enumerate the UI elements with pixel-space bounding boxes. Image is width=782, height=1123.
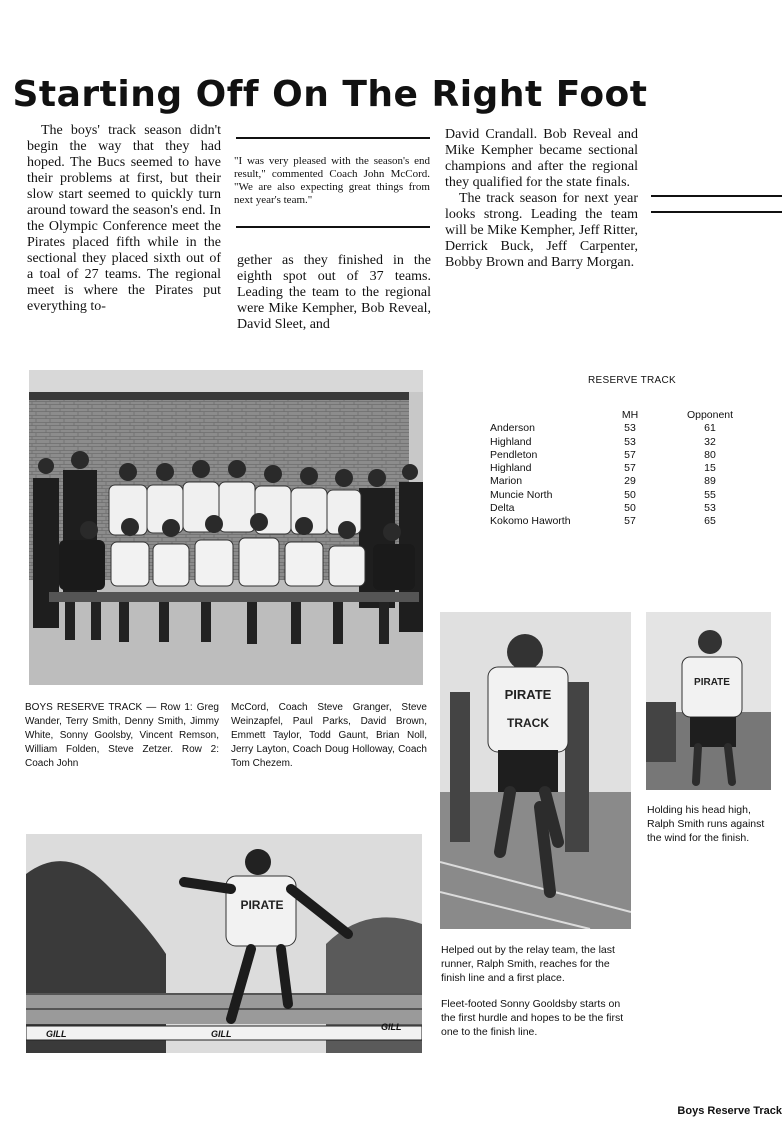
score-mh: 57 [624, 448, 636, 461]
score-opponent: 15 [704, 462, 716, 475]
score-row [490, 515, 750, 528]
relay-runner-photo [440, 612, 631, 929]
hurdle-caption: Fleet-footed Sonny Gooldsby starts on the first hurdle and hopes to be the first one to the finish line. [441, 998, 624, 1038]
score-row [490, 489, 750, 502]
article-column-2 [237, 253, 431, 333]
score-mh: 50 [624, 502, 636, 515]
article-column-1 [27, 123, 221, 315]
score-team: Delta [490, 502, 515, 515]
hurdle-brand: GILL [211, 1029, 232, 1039]
head-high-photo [646, 612, 771, 790]
score-mh: 57 [624, 462, 636, 475]
article-paragraph: The boys' track season didn't begin the way that they had hoped. The Bucs seemed to have their problems at first, but their slow start seemed to quickly turn around toward the season's end. In the Olympic Conference meet the Pirates placed fifth while in the sectional they placed sixth out of a toal of 27 teams. The regional meet is where the Pirates put everything to- [27, 123, 221, 314]
score-team: Highland [490, 462, 532, 475]
score-opponent: 80 [704, 448, 716, 461]
score-mh: 50 [624, 488, 636, 501]
pull-quote: "I was very pleased with the season's end result," commented Coach John McCord. "We are also expecting great things from next year's team." [234, 155, 430, 206]
shirt-text: PIRATE [694, 677, 730, 688]
score-opponent: 65 [704, 515, 716, 528]
scores-header-mh: MH [621, 409, 639, 421]
score-mh: 29 [624, 475, 636, 488]
scores-table [490, 409, 750, 529]
score-row [490, 475, 750, 488]
scores-header-opponent: Opponent [686, 409, 734, 421]
score-mh: 53 [624, 422, 636, 435]
score-team: Muncie North [490, 488, 553, 501]
page-footer: Boys Reserve Track [677, 1105, 782, 1117]
hurdle-brand: GILL [381, 1022, 402, 1032]
article-paragraph: David Crandall. Bob Reveal and Mike Kempher became sectional champions and after the regional they qualified for the state finals. [445, 127, 638, 190]
score-mh: 57 [624, 515, 636, 528]
shirt-text: TRACK [507, 716, 549, 730]
score-team: Marion [490, 475, 523, 488]
score-opponent: 61 [704, 422, 716, 435]
scores-header-row [490, 409, 750, 422]
margin-rule [651, 195, 782, 197]
team-caption-left: BOYS RESERVE TRACK — Row 1: Greg Wander, Terry Smith, Denny Smith, Jimmy White, Sonny Goolsby, Vincent Remson, William Folden, Steve Zetzer. Row 2: Coach John [25, 702, 219, 769]
margin-rule [651, 211, 782, 213]
team-photo [29, 370, 423, 685]
article-column-3 [445, 127, 638, 271]
score-row [490, 422, 750, 435]
head-high-caption: Holding his head high, Ralph Smith runs against the wind for the finish. [647, 804, 765, 844]
score-row [490, 502, 750, 515]
score-team: Pendleton [490, 448, 538, 461]
article-paragraph: The track season for next year looks strong. Leading the team will be Mike Kempher, Jeff Ritter, Derrick Buck, Jeff Carpenter, Bobby Brown and Barry Morgan. [445, 191, 638, 270]
score-opponent: 55 [704, 488, 716, 501]
score-opponent: 32 [704, 435, 716, 448]
score-row [490, 462, 750, 475]
score-row [490, 449, 750, 462]
score-team: Kokomo Haworth [490, 515, 571, 528]
score-team: Anderson [490, 422, 535, 435]
quote-rule-top [236, 137, 430, 139]
scores-title: RESERVE TRACK [588, 375, 677, 386]
quote-rule-bottom [236, 226, 430, 228]
team-caption-right: McCord, Coach Steve Granger, Steve Weinzapfel, Paul Parks, David Brown, Emmett Taylor, Todd Gaunt, Brian Noll, Jerry Layton, Coach Doug Holloway, Coach Tom Chezem. [231, 702, 427, 769]
score-team: Highland [490, 435, 532, 448]
score-opponent: 89 [704, 475, 716, 488]
shirt-text: PIRATE [504, 687, 552, 702]
score-row [490, 436, 750, 449]
page-title: Starting Off On The Right Foot [12, 74, 648, 115]
article-paragraph: gether as they finished in the eighth spot out of 37 teams. Leading the team to the regional were Mike Kempher, Bob Reveal, David Sleet, and [237, 253, 431, 332]
hurdle-brand: GILL [46, 1029, 67, 1039]
score-mh: 53 [624, 435, 636, 448]
shirt-text: PIRATE [240, 898, 284, 912]
relay-caption: Helped out by the relay team, the last runner, Ralph Smith, reaches for the finish line and a first place. [441, 944, 615, 984]
hurdle-photo [26, 834, 422, 1053]
score-opponent: 53 [704, 502, 716, 515]
